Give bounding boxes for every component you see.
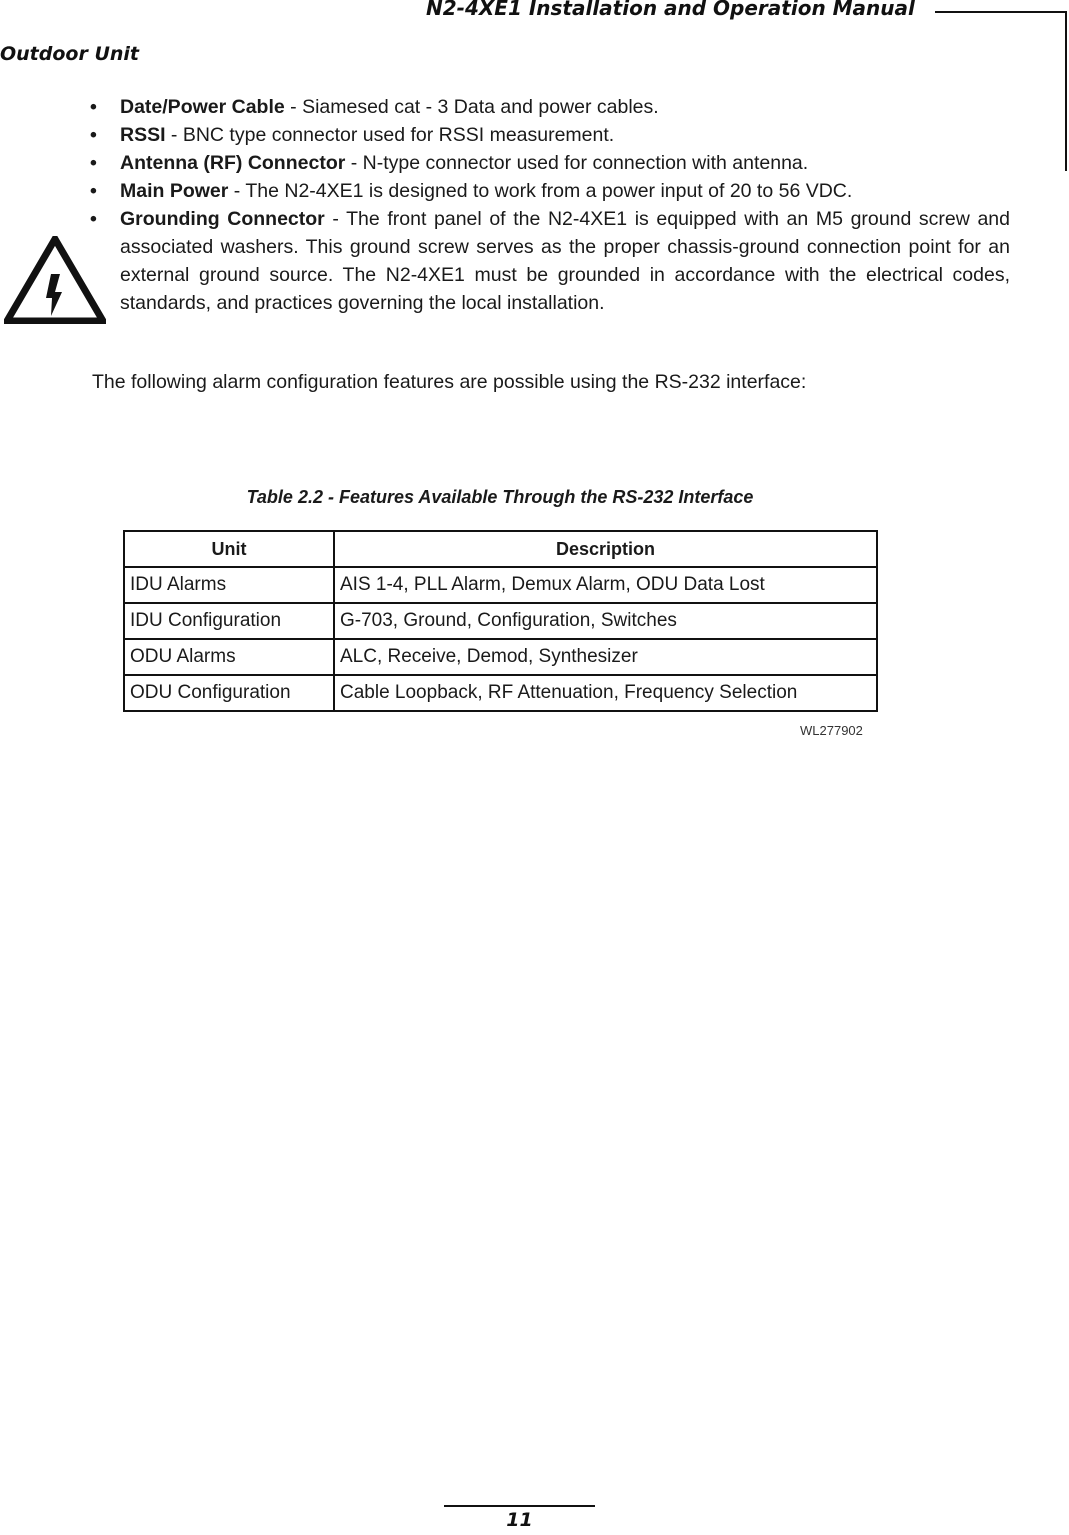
table-row bbox=[124, 567, 877, 603]
footer-rule bbox=[444, 1505, 595, 1507]
column-header-description: Description bbox=[334, 531, 877, 567]
bullet-icon: • bbox=[90, 124, 97, 146]
table-cell-unit: ODU Configuration bbox=[124, 675, 334, 711]
table-cell-description: G-703, Ground, Configuration, Switches bbox=[334, 603, 877, 639]
table-row bbox=[124, 639, 877, 675]
page-number: 11 bbox=[506, 1509, 533, 1531]
connector-list bbox=[90, 93, 1010, 317]
features-table bbox=[123, 530, 878, 712]
list-item bbox=[90, 205, 1010, 317]
section-title: Outdoor Unit bbox=[0, 43, 140, 65]
bullet-icon: • bbox=[90, 180, 97, 202]
bullet-icon: • bbox=[90, 152, 97, 174]
list-item-term: RSSI bbox=[120, 124, 166, 146]
bullet-icon: • bbox=[90, 208, 97, 230]
list-item-text: - The N2-4XE1 is designed to work from a power input of 20 to 56 VDC. bbox=[228, 180, 853, 202]
table-cell-description: AIS 1-4, PLL Alarm, Demux Alarm, ODU Data Lost bbox=[334, 567, 877, 603]
bullet-icon: • bbox=[90, 96, 97, 118]
table-cell-unit: ODU Alarms bbox=[124, 639, 334, 675]
list-item bbox=[90, 121, 1010, 149]
list-item bbox=[90, 93, 1010, 121]
intro-paragraph: The following alarm configuration features are possible using the RS-232 interface: bbox=[92, 371, 807, 393]
table-row bbox=[124, 675, 877, 711]
list-item-text: - N-type connector used for connection with antenna. bbox=[345, 152, 809, 174]
column-header-unit: Unit bbox=[124, 531, 334, 567]
list-item-term: Main Power bbox=[120, 180, 229, 202]
table-reference-code: WL277902 bbox=[800, 723, 863, 738]
table-caption: Table 2.2 - Features Available Through the RS-232 Interface bbox=[246, 487, 754, 507]
header-rule bbox=[935, 11, 1067, 13]
list-item-term: Antenna (RF) Connector bbox=[120, 152, 346, 174]
table-row bbox=[124, 603, 877, 639]
list-item bbox=[90, 149, 1010, 177]
list-item bbox=[90, 177, 1010, 205]
table-header-row bbox=[124, 531, 877, 567]
table-cell-description: ALC, Receive, Demod, Synthesizer bbox=[334, 639, 877, 675]
list-item-text: - Siamesed cat - 3 Data and power cables. bbox=[284, 96, 659, 118]
list-item-text: - The front panel of the N2-4XE1 is equipped with an M5 ground screw and associated washers. This ground screw serves as the proper chassis-ground connection point for an external ground source. The N2-4XE1 must be grounded in accordance with the electrical codes, standards, and practices governing the local installation. bbox=[120, 208, 1010, 314]
list-item-term: Date/Power Cable bbox=[120, 96, 285, 118]
table-cell-description: Cable Loopback, RF Attenuation, Frequency Selection bbox=[334, 675, 877, 711]
table-cell-unit: IDU Alarms bbox=[124, 567, 334, 603]
header-side-rule bbox=[1065, 11, 1067, 171]
list-item-term: Grounding Connector bbox=[120, 208, 325, 230]
electrical-hazard-icon bbox=[4, 236, 106, 324]
table-cell-unit: IDU Configuration bbox=[124, 603, 334, 639]
list-item-text: - BNC type connector used for RSSI measurement. bbox=[165, 124, 615, 146]
manual-title: N2-4XE1 Installation and Operation Manual bbox=[426, 0, 915, 20]
